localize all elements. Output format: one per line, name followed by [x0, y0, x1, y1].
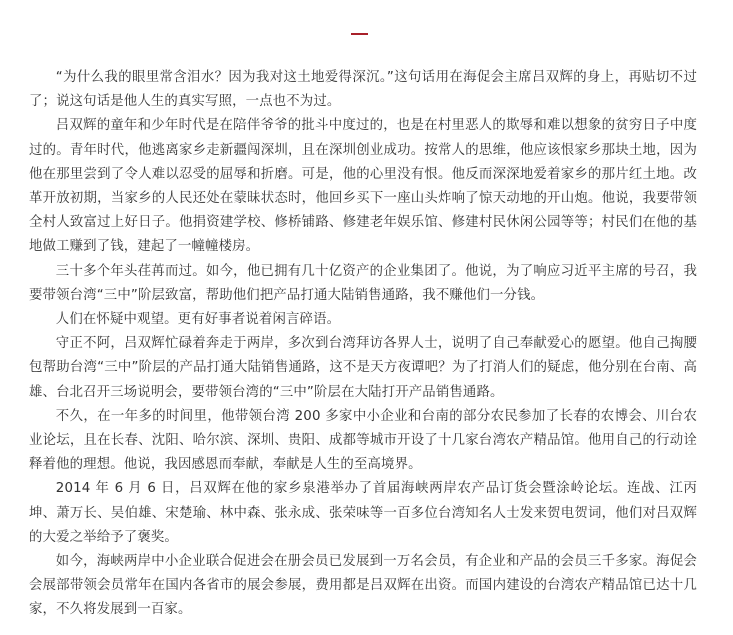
paragraph: 守正不阿，吕双辉忙碌着奔走于两岸，多次到台湾拜访各界人士，说明了自己奉献爱心的愿望。他自己掏腰包帮助台湾“三中”阶层的产品打通大陆销售通路，这不是天方夜谭吧？为了打消人们的疑虑，他分别在台南、高雄、台北召开三场说明会，要带领台湾的“三中”阶层在大陆打开产品销售通路。	[29, 336, 697, 400]
paragraph: 吕双辉的童年和少年时代是在陪伴爷爷的批斗中度过的，也是在村里恶人的欺辱和难以想象的贫穷日子中度过的。青年时代，他逃离家乡走新疆闯深圳，且在深圳创业成功。按常人的思维，他应该恨家乡那块土地，因为他在那里尝到了令人难以忍受的屈辱和折磨。可是，他的心里没有恨。他反而深深地爱着家乡的那片红土地。改革开放初期，当家乡的人民还处在蒙昧状态时，他回乡买下一座山头炸响了惊天动地的开山炮。他说，我要带领全村人致富过上好日子。他捐资建学校、修桥铺路、修建老年娱乐馆、修建村民休闲公园等等；村民们在他的基地做工赚到了钱，建起了一幢幢楼房。	[29, 118, 697, 255]
paragraph: 三十多个年头荏苒而过。如今，他已拥有几十亿资产的企业集团了。他说，为了响应习近平主席的号召，我要带领台湾“三中”阶层致富，帮助他们把产品打通大陆销售通路，我不赚他们一分钱。	[29, 263, 697, 303]
paragraph: “为什么我的眼里常含泪水？因为我对这土地爱得深沉。”这句话用在海促会主席吕双辉的身上，再贴切不过了；说这句话是他人生的真实写照，一点也不为过。	[29, 70, 697, 110]
title-divider	[351, 33, 368, 35]
article-body	[29, 66, 697, 623]
paragraph: 如今，海峡两岸中小企业联合促进会在册会员已发展到一万名会员，有企业和产品的会员三千多家。海促会会展部带领会员常年在国内各省市的展会参展，费用都是吕双辉在出资。而国内建设的台湾农产精品馆已达十几家，不久将发展到一百家。	[29, 554, 697, 618]
paragraph: 不久，在一年多的时间里，他带领台湾 200 多家中小企业和台南的部分农民参加了长春的农博会、川台农业论坛，且在长春、沈阳、哈尔滨、深圳、贵阳、成都等城市开设了十几家台湾农产精品馆。他用自己的行动诠释着他的理想。他说，我因感恩而奉献，奉献是人生的至高境界。	[29, 408, 697, 473]
paragraph: 2014 年 6 月 6 日，吕双辉在他的家乡泉港举办了首届海峡两岸农产品订货会暨涂岭论坛。连战、江丙坤、萧万长、吴伯雄、宋楚瑜、林中森、张永成、张荣味等一百多位台湾知名人士发来贺电贺词，他们对吕双辉的大爱之举给予了褒奖。	[29, 481, 697, 545]
paragraph: 人们在怀疑中观望。更有好事者说着闲言碎语。	[55, 312, 341, 328]
